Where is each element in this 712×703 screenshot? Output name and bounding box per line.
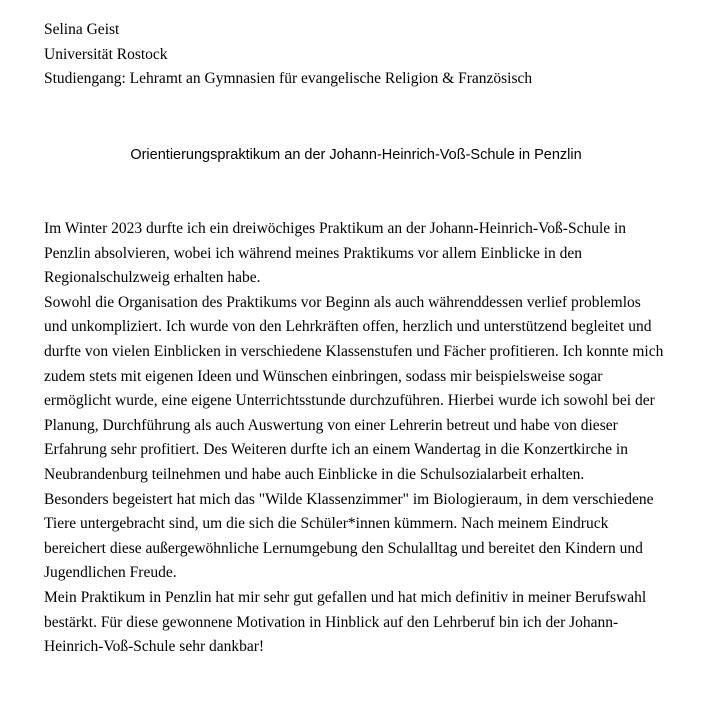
author-name: Selina Geist <box>44 21 120 38</box>
body-line: bestärkt. Für diese gewonnene Motivation in Hinblick auf den Lehrberuf bin ich der Johann- <box>44 613 619 631</box>
body-line: bereichert diese außergewöhnliche Lernumgebung den Schulalltag und bereitet den Kindern und <box>44 539 643 557</box>
body-line: Neubrandenburg teilnehmen und habe auch Einblicke in die Schulsozialarbeit erhalten. <box>44 465 585 483</box>
body-line: und unkompliziert. Ich wurde von den Lehrkräften offen, herzlich und unterstützend begleitet und <box>44 318 652 336</box>
body-line: ermöglicht wurde, eine eigene Unterrichtsstunde durchzuführen. Hierbei wurde ich sowohl bei der <box>44 392 655 410</box>
body-line: Besonders begeistert hat mich das "Wilde Klassenzimmer" im Biologieraum, in dem verschiedene <box>44 490 654 508</box>
university-name: Universität Rostock <box>44 45 168 63</box>
body-line: Erfahrung sehr profitiert. Des Weiteren durfte ich an einem Wandertag in die Konzertkirche in <box>44 441 628 459</box>
study-program: Studiengang: Lehramt an Gymnasien für evangelische Religion & Französisch <box>44 70 533 87</box>
body-line: Jugendlichen Freude. <box>44 564 177 582</box>
body-line: durfte von vielen Einblicken in verschiedene Klassenstufen und Fächer profitieren. Ich konnte mich <box>44 342 664 360</box>
body-line: Planung, Durchführung als auch Auswertung von einer Lehrerin betreut und habe von dieser <box>44 416 618 434</box>
body-line: Mein Praktikum in Penzlin hat mir sehr gut gefallen und hat mich definitiv in meiner Berufswahl <box>44 588 647 606</box>
body-paragraphs <box>44 217 684 660</box>
body-line: Heinrich-Voß-Schule sehr dankbar! <box>44 638 265 656</box>
body-line: Tiere untergebracht sind, um die sich die Schüler*innen kümmern. Nach meinem Eindruck <box>44 515 609 533</box>
body-line: Im Winter 2023 durfte ich ein dreiwöchiges Praktikum an der Johann-Heinrich-Voß-Schule in <box>44 220 627 237</box>
body-line: Regionalschulzweig erhalten habe. <box>44 269 261 287</box>
body-line: Penzlin absolvieren, wobei ich während meines Praktikums vor allem Einblicke in den <box>44 244 583 262</box>
body-line: Sowohl die Organisation des Praktikums vor Beginn als auch währenddessen verlief problemlos <box>44 293 641 311</box>
body-line: zudem stets mit eigenen Ideen und Wünschen einbringen, sodass mir beispielsweise sogar <box>44 367 603 385</box>
author-header <box>44 18 532 92</box>
document-title: Orientierungspraktikum an der Johann-Heinrich-Voß-Schule in Penzlin <box>130 147 582 163</box>
